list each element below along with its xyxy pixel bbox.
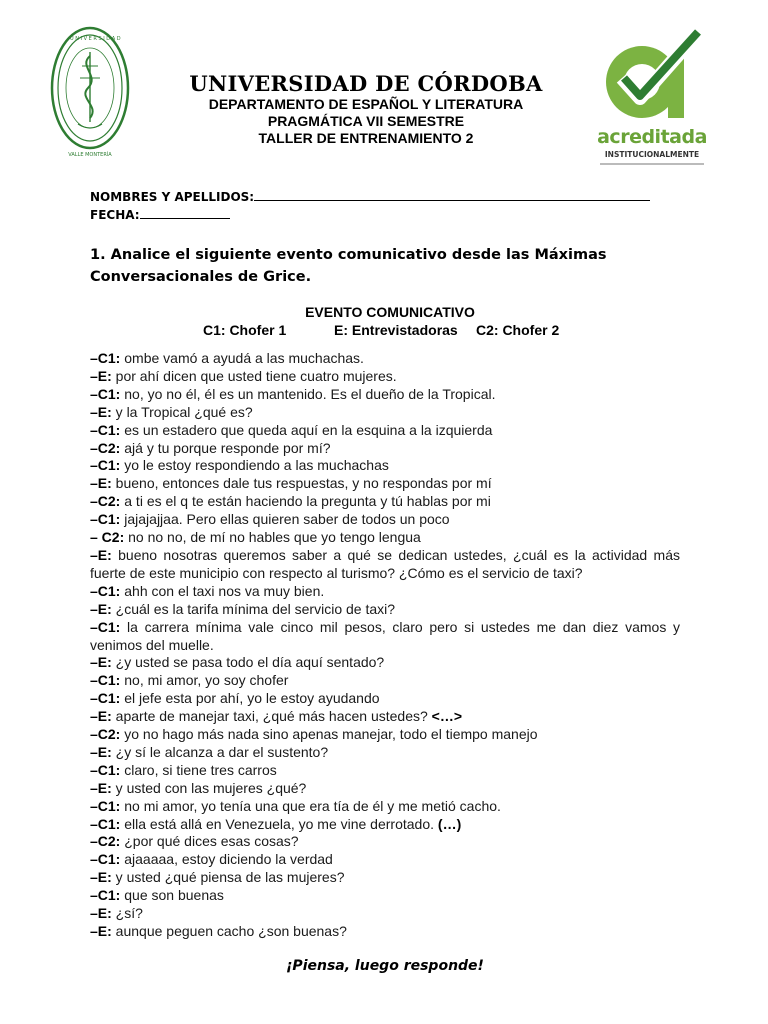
utterance-text: que son buenas (120, 887, 224, 904)
dialogue-line (90, 493, 680, 511)
speaker-tag: –C1: (90, 421, 121, 438)
dialogue-line (90, 726, 680, 744)
speaker-tag: –C2: (90, 439, 121, 456)
omission-marker: <…> (431, 708, 463, 725)
speaker-tag: – C2: (90, 529, 125, 546)
utterance-text: ahh con el taxi nos va muy bien. (120, 582, 325, 599)
dialogue-line (90, 440, 680, 458)
accreditation-check-icon (596, 26, 708, 130)
utterance-text: ¿cuál es la tarifa mínima del servicio de taxi? (111, 600, 396, 617)
utterance-text: ajaaaaa, estoy diciendo la verdad (120, 851, 333, 868)
utterance-text: y usted con las mujeres ¿qué? (111, 779, 307, 796)
dialogue-line (90, 546, 684, 583)
speaker-tag: –C1: (90, 690, 121, 707)
speaker-tag: –E: (90, 708, 112, 725)
dialogue-line (90, 529, 680, 547)
date-field[interactable] (90, 206, 230, 222)
name-blank-line[interactable] (254, 188, 650, 201)
speaker-tag: –E: (90, 743, 112, 760)
dialogue-line (90, 475, 680, 493)
workshop-line: TALLER DE ENTRENAMIENTO 2 (258, 130, 474, 146)
speaker-tag: –C2: (90, 493, 121, 510)
accreditation-fineprint (600, 163, 704, 165)
utterance-text: ¿y sí le alcanza a dar el sustento? (111, 743, 329, 760)
dialogue-line (90, 762, 680, 780)
name-label: NOMBRES Y APELLIDOS: (90, 190, 255, 204)
utterance-text: ella está allá en Venezuela, yo me vine derrotado. (120, 815, 438, 832)
university-seal-icon (48, 26, 132, 160)
omission-marker: (…) (437, 815, 462, 832)
speaker-tag: –C1: (90, 618, 121, 635)
speaker-tag: –E: (90, 905, 112, 922)
question-text: 1. Analice el siguiente evento comunicativo desde las Máximas Conversacionales de Grice. (90, 247, 607, 285)
utterance-text: yo no hago más nada sino apenas manejar, todo el tiempo manejo (120, 726, 538, 743)
dialogue-transcript (90, 350, 684, 941)
dialogue-line (90, 905, 680, 923)
dialogue-line (90, 654, 680, 672)
utterance-text: no, yo no él, él es un mantenido. Es el dueño de la Tropical. (120, 385, 496, 402)
course-line: PRAGMÁTICA VII SEMESTRE (267, 113, 465, 129)
speaker-tag: –E: (90, 546, 112, 563)
utterance-text: yo le estoy respondiendo a las muchachas (120, 457, 389, 474)
utterance-text: aparte de manejar taxi, ¿qué más hacen ustedes? (111, 708, 432, 725)
speaker-tag: –E: (90, 403, 112, 420)
speaker-tag: –C1: (90, 457, 121, 474)
utterance-text: jajajajjaa. Pero ellas quieren saber de todos un poco (120, 511, 450, 528)
accreditation-tagline: INSTITUCIONALMENTE (604, 150, 700, 159)
speaker-tag: –C2: (90, 726, 121, 743)
date-label: FECHA: (90, 208, 140, 222)
speaker-tag: –E: (90, 869, 112, 886)
dialogue-line (90, 350, 680, 368)
dialogue-line (90, 404, 680, 422)
dialogue-line (90, 511, 680, 529)
participant-c2: C2: Chofer 2 (476, 322, 560, 338)
speaker-tag: –C1: (90, 815, 121, 832)
dialogue-line (90, 780, 680, 798)
closing-phrase: ¡Piensa, luego responde! (286, 958, 484, 974)
dialogue-line (90, 422, 680, 440)
participant-e: E: Entrevistadoras (334, 322, 458, 338)
utterance-text: es un estadero que queda aquí en la esquina a la izquierda (120, 421, 493, 438)
accreditation-word: acreditada (597, 126, 707, 148)
dialogue-line (90, 851, 680, 869)
dialogue-line (90, 887, 680, 905)
dialogue-line (90, 923, 680, 941)
name-field[interactable] (90, 188, 650, 204)
seal-motto: VALLE MONTERÍA (68, 152, 112, 158)
utterance-text: a ti es el q te están haciendo la pregunta y tú hablas por mi (120, 493, 491, 510)
accreditation-logo (596, 26, 708, 178)
speaker-tag: –E: (90, 600, 112, 617)
speaker-tag: –C1: (90, 350, 121, 366)
utterance-text: ajá y tu porque responde por mí? (120, 439, 331, 456)
dialogue-line (90, 690, 680, 708)
speaker-tag: –C1: (90, 797, 121, 814)
dialogue-line (90, 618, 684, 655)
dialogue-line (90, 601, 680, 619)
university-title: UNIVERSIDAD DE CÓRDOBA (189, 71, 543, 96)
speaker-tag: –C1: (90, 761, 121, 778)
utterance-text: y usted ¿qué piensa de las mujeres? (111, 869, 345, 886)
document-header (160, 72, 572, 147)
dialogue-line (90, 816, 680, 834)
dialogue-line (90, 798, 680, 816)
speaker-tag: –E: (90, 923, 112, 939)
dialogue-line (90, 869, 680, 887)
utterance-text: no mi amor, yo tenía una que era tía de él y me metió cacho. (120, 797, 501, 814)
dialogue-line (90, 672, 680, 690)
svg-text:U N I V E R S I D A D: U N I V E R S I D A D (70, 36, 121, 42)
speaker-tag: –C1: (90, 672, 121, 689)
department-line: DEPARTAMENTO DE ESPAÑOL Y LITERATURA (208, 96, 524, 112)
utterance-text: la carrera mínima vale cinco mil pesos, claro pero si ustedes me dan diez vamos y venimos del muelle. (90, 618, 684, 653)
utterance-text: bueno nosotras queremos saber a qué se dedican ustedes, ¿cuál es la actividad más fuerte de este municipio con respecto al turismo? ¿Cómo es el servicio de taxi? (90, 546, 684, 581)
speaker-tag: –C1: (90, 385, 121, 402)
utterance-text: bueno, entonces dale tus respuestas, y no respondas por mí (111, 475, 492, 492)
utterance-text: y la Tropical ¿qué es? (111, 403, 253, 420)
utterance-text: ¿por qué dices esas cosas? (120, 833, 299, 850)
event-title: EVENTO COMUNICATIVO (305, 304, 475, 320)
dialogue-line (90, 708, 680, 726)
dialogue-line (90, 583, 680, 601)
dialogue-line (90, 368, 680, 386)
utterance-text: el jefe esta por ahí, yo le estoy ayudando (120, 690, 380, 707)
utterance-text: aunque peguen cacho ¿son buenas? (111, 923, 347, 939)
speaker-tag: –C1: (90, 582, 121, 599)
speaker-tag: –C1: (90, 851, 121, 868)
utterance-text: por ahí dicen que usted tiene cuatro mujeres. (111, 367, 397, 384)
dialogue-line (90, 457, 680, 475)
date-blank-line[interactable] (140, 206, 230, 219)
speaker-tag: –E: (90, 779, 112, 796)
dialogue-line (90, 386, 680, 404)
speaker-tag: –C2: (90, 833, 121, 850)
dialogue-line (90, 744, 680, 762)
university-seal-logo (48, 26, 132, 160)
utterance-text: no, mi amor, yo soy chofer (120, 672, 289, 689)
utterance-text: no no no, de mí no hables que yo tengo lengua (124, 529, 421, 546)
utterance-text: ombe vamó a ayudá a las muchachas. (120, 350, 364, 366)
utterance-text: ¿sí? (111, 905, 143, 922)
speaker-tag: –E: (90, 654, 112, 671)
speaker-tag: –E: (90, 475, 112, 492)
dialogue-line (90, 833, 680, 851)
utterance-text: claro, si tiene tres carros (120, 761, 277, 778)
participant-c1: C1: Chofer 1 (203, 322, 287, 338)
speaker-tag: –C1: (90, 887, 121, 904)
speaker-tag: –E: (90, 367, 112, 384)
speaker-tag: –C1: (90, 511, 121, 528)
utterance-text: ¿y usted se pasa todo el día aquí sentado? (111, 654, 385, 671)
